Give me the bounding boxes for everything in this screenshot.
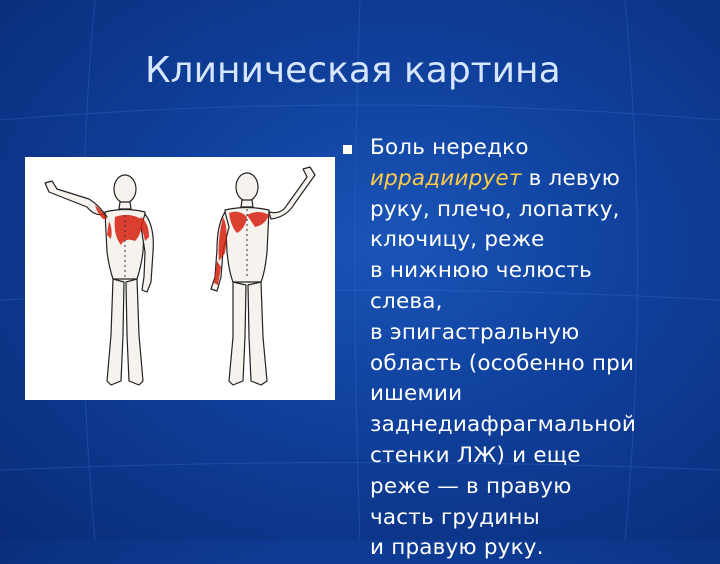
bullet-line-rest: в левую [528,165,620,191]
bullet-line: и правую руку. [370,535,544,561]
bullet-text [370,133,715,564]
body-pain-map-icon [25,157,335,400]
bullet-line: слева, [370,288,443,314]
slide-title: Клиническая картина [145,50,561,91]
bullet-line: область (особенно при [370,350,635,376]
bullet-line: в эпигастральную [370,319,580,345]
bullet-line: часть грудины [370,504,540,530]
bullet-line: руку, плечо, лопатку, [370,196,620,222]
bullet-line: заднедиафрагмальной [370,412,637,438]
bullet-line: Боль нередко [370,135,529,160]
bullet-line: реже — в правую [370,473,572,499]
pain-radiation-figure [25,157,335,400]
bullet-line [370,164,715,195]
emphasis-word: иррадиирует [370,165,522,191]
bullet-line: стенки ЛЖ) и еще [370,442,581,468]
bullet-line: ишемии [370,381,463,407]
bullet-block [338,133,710,561]
bullet-square-icon [343,145,352,154]
bullet-line: ключицу, реже [370,227,545,253]
bullet-line: в нижнюю челюсть [370,258,592,284]
